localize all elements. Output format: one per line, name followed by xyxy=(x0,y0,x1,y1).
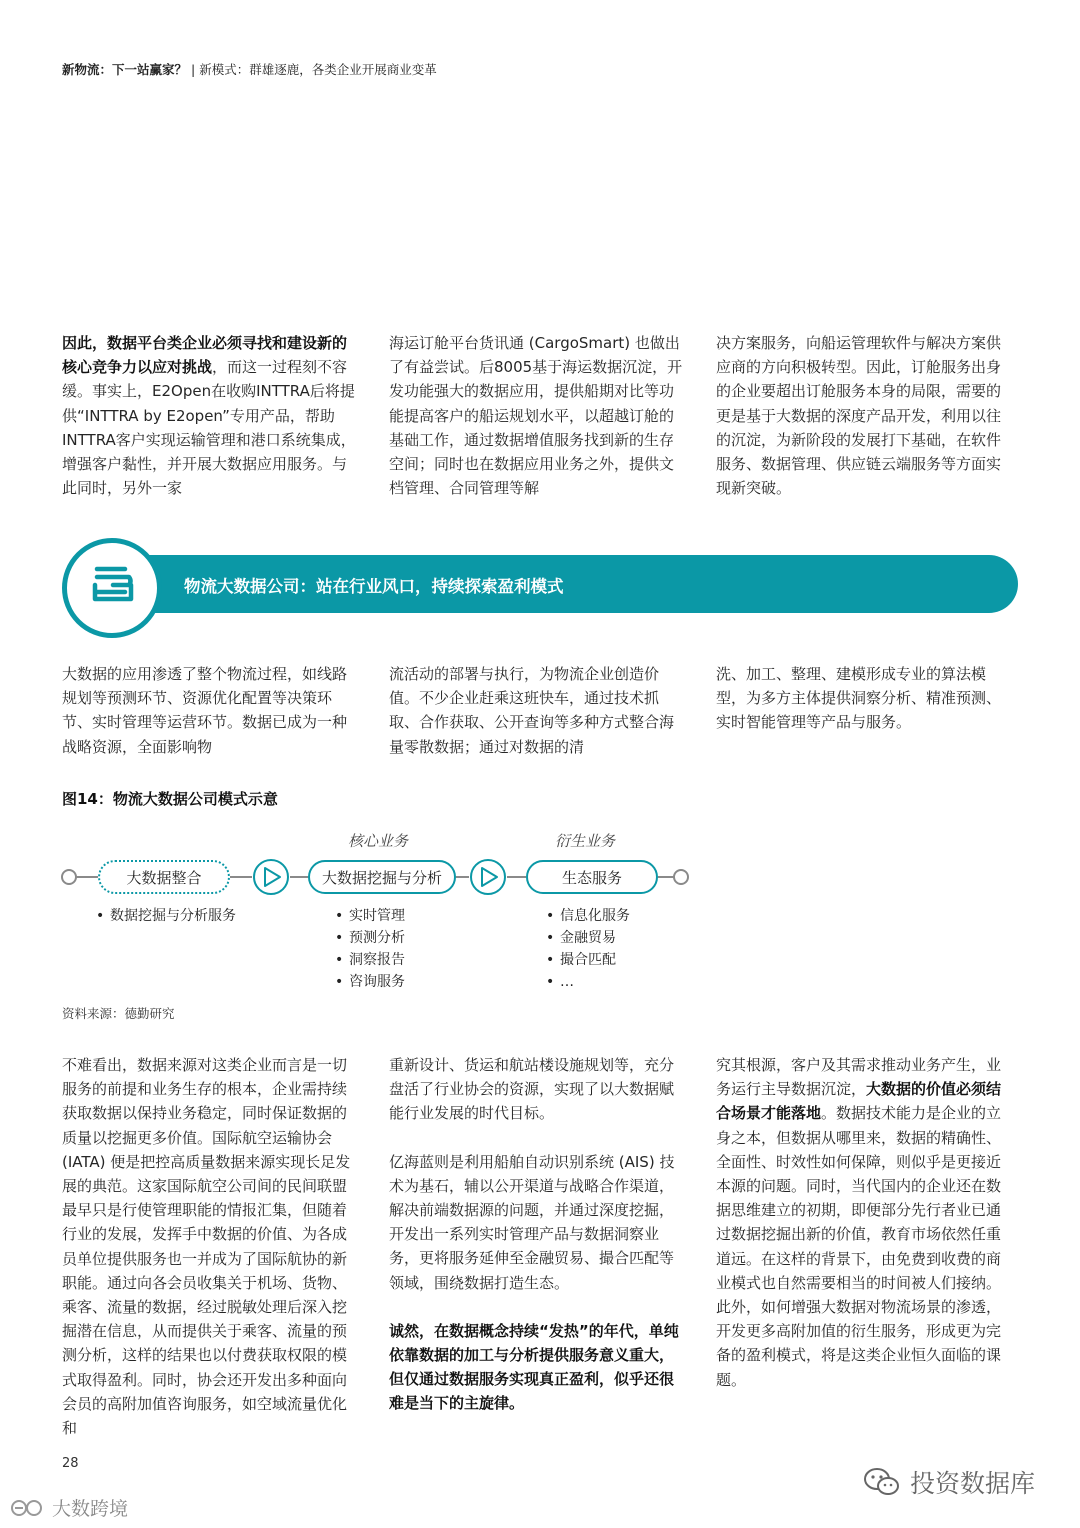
list-item: • 信息化服务 xyxy=(546,905,666,927)
category-core: 核心业务 xyxy=(348,832,409,850)
layers-stack-icon xyxy=(67,543,157,633)
section1-col2 xyxy=(389,331,685,500)
list-item: • 实时管理 xyxy=(335,905,455,927)
section1-col1-bold: 因此，数据平台类企业必须寻找和建设新的核心竞争力以应对挑战 xyxy=(62,334,348,377)
watermark-right-text: 投资数据库 xyxy=(909,1469,1035,1498)
section3-col1-text: 不难看出，数据来源对这类企业而言是一切服务的前提和业务生存的根本，企业需持续获取数据以保持业务稳定，同时保证数据的质量以挖掘更多价值。国际航空运输协会 (IATA) 便是把控高质量数据来源实现长足发展的典范。这家国际航空公司间的民间联盟最早只是行使管理职能的情报汇集，但随着行业的发展，发挥手中数据的价值、为各成员单位提供服务也一并成为了国际航协的新职能。通过向各会员收集关于机场、货物、乘客、流量的数据，经过脱敏处理后深入挖掘潜在信息，从而提供关于乘客、流量的预测分析，这样的结果也以付费获取权限的模式取得盈利。同时，协会还开发出多种面向会员的高附加值咨询服务，如空域流量优化和 xyxy=(62,1056,351,1438)
banner-icon-circle xyxy=(62,538,162,638)
figure-title: 图14：物流大数据公司模式示意 xyxy=(62,790,278,808)
section3-col3-bold: 大数据的价值必须结合场景才能落地 xyxy=(716,1080,1002,1123)
list-item: • 数据挖掘与分析服务 xyxy=(96,905,246,927)
category-derived: 衍生业务 xyxy=(555,832,616,850)
section3-col2-p2: 亿海蓝则是利用船舶自动识别系统 (AIS) 技术为基石，辅以公开渠道与战略合作渠道，解决前端数据源的问题，并通过深度挖掘，开发出一系列实时管理产品与数据洞察业务，更将服务延伸至金融贸易、撮合匹配等领域，围绕数据打造生态。 xyxy=(389,1152,675,1292)
section3-col2-p3: 诚然，在数据概念持续“发热”的年代，单纯依靠数据的加工与分析提供服务意义重大，但仅通过数据服务实现真正盈利，似乎还很难是当下的主旋律。 xyxy=(389,1321,679,1413)
watermark-right xyxy=(862,1464,1035,1500)
section3-col1 xyxy=(62,1053,358,1440)
list-item: • … xyxy=(546,971,666,993)
section3-col3-t1: 究其根源，客户及其需求推动业务产生，业务运行主导数据沉淀， xyxy=(716,1056,1002,1099)
section1-col2-text: 海运订舱平台货讯通 (CargoSmart) 也做出了有益尝试。后8005基于海运数据沉淀，开发功能强大的数据应用，提供船期对比等功能提高客户的船运规划水平，以超越订舱的基础工作，通过数据增值服务找到新的生存空间；同时也在数据应用业务之外，提供文档管理、合同管理等解 xyxy=(389,334,683,498)
section2-col2-text: 流活动的部署与执行，为物流企业创造价值。不少企业赶乘这班快车，通过技术抓取、合作获取、公开查询等多种方式整合海量零散数据；通过对数据的清 xyxy=(389,665,675,756)
header-subtitle: 新模式：群雄逐鹿，各类企业开展商业变革 xyxy=(199,62,437,77)
play-arrow-icon xyxy=(471,860,505,894)
list-item: • 金融贸易 xyxy=(546,927,666,949)
watermark-left xyxy=(10,1494,128,1521)
watermark-left-text: 大数跨境 xyxy=(52,1498,129,1520)
list-item: • 洞察报告 xyxy=(335,949,455,971)
header-separator: | xyxy=(191,62,196,77)
banner-title: 物流大数据公司：站在行业风口，持续探索盈利模式 xyxy=(184,577,564,596)
header-title: 新物流：下一站赢家？ xyxy=(62,62,188,77)
page-number: 28 xyxy=(62,1456,79,1471)
section1-col3 xyxy=(716,331,1012,500)
list-item: • 咨询服务 xyxy=(335,971,455,993)
wechat-icon xyxy=(862,1466,902,1498)
section2-col3 xyxy=(716,662,1012,735)
section3-col2 xyxy=(389,1053,685,1416)
section3-col2-p1: 重新设计、货运和航站楼设施规划等，充分盘活了行业协会的资源，实现了以大数据赋能行业发展的时代目标。 xyxy=(389,1056,675,1123)
section2-col1-text: 大数据的应用渗透了整个物流过程，如线路规划等预测环节、资源优化配置等决策环节、实时管理等运营环节。数据已成为一种战略资源，全面影响物 xyxy=(62,665,348,756)
section1-col3-text: 决方案服务，向船运管理软件与解决方案供应商的方向积极转型。因此，订舱服务出身的企业要超出订舱服务本身的局限，需要的更是基于大数据的深度产品开发，利用以往的沉淀，为新阶段的发展打下基础，在软件服务、数据管理、供应链云端服务等方面实现新突破。 xyxy=(716,334,1002,498)
node-data-integration: 大数据整合 xyxy=(98,860,230,894)
list-item: • 预测分析 xyxy=(335,927,455,949)
play-arrow-icon xyxy=(254,860,288,894)
flow-end-node xyxy=(674,870,688,884)
list-item: • 撮合匹配 xyxy=(546,949,666,971)
brand-logo-icon xyxy=(10,1497,46,1519)
figure-source: 资料来源：德勤研究 xyxy=(62,1006,175,1021)
section2-col2 xyxy=(389,662,685,759)
section3-col3-t2: 。数据技术能力是企业的立身之本，但数据从哪里来，数据的精确性、全面性、时效性如何保障，则似乎是更接近本源的问题。同时，当代国内的企业还在数据思维建立的初期，即便部分先行者业已通过数据挖掘出新的价值，教育市场依然任重道远。在这样的背景下，由免费到收费的商业模式也自然需要相当的时间被人们接纳。此外，如何增强大数据对物流场景的渗透，开发更多高附加值的衍生服务，形成更为完备的盈利模式，将是这类企业恒久面临的课题。 xyxy=(716,1104,1002,1389)
node1-items xyxy=(96,905,246,927)
node2-items xyxy=(335,905,455,993)
flow-start-node xyxy=(62,870,76,884)
section2-col3-text: 洗、加工、整理、建模形成专业的算法模型，为多方主体提供洞察分析、精准预测、实时智能管理等产品与服务。 xyxy=(716,665,1002,732)
section1-col1-text: ，而这一过程刻不容缓。事实上，E2Open在收购INTTRA后将提供“INTTRA by E2open”专用产品，帮助INTTRA客户实现运输管理和港口系统集成，增强客户黏性，并开展大数据应用服务。与此同时，另外一家 xyxy=(62,358,356,498)
node3-items xyxy=(546,905,666,993)
node-ecosystem-services: 生态服务 xyxy=(526,860,658,894)
section3-col3 xyxy=(716,1053,1012,1392)
section2-col1 xyxy=(62,662,358,759)
section1-col1 xyxy=(62,331,358,500)
running-header xyxy=(62,60,437,78)
node-data-mining: 大数据挖掘与分析 xyxy=(308,860,456,894)
